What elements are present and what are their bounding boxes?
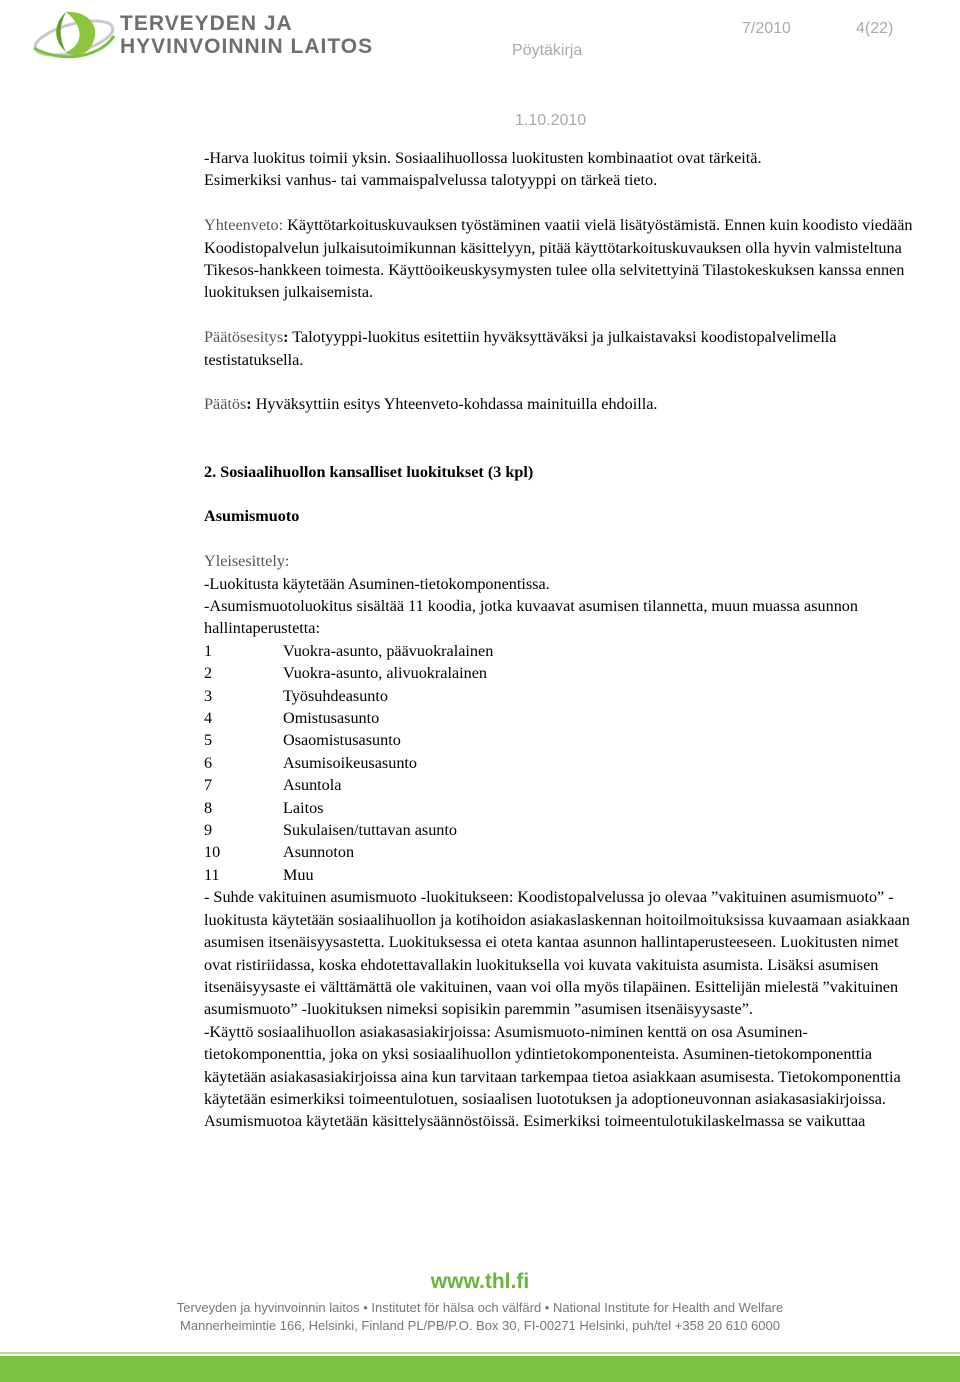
code-row (204, 685, 914, 707)
decision-colon: : (246, 395, 252, 414)
code-list (204, 640, 914, 886)
summary-label: Yhteenveto: (204, 216, 284, 235)
intro-line: -Luokitusta käytetään Asuminen-tietokomponentissa. (204, 574, 550, 593)
code-label: Sukulaisen/tuttavan asunto (283, 821, 457, 840)
footer-address-line: Mannerheimintie 166, Helsinki, Finland PL/PB/P.O. Box 30, FI-00271 Helsinki, puh/tel +358 20 610 6000 (180, 1318, 780, 1333)
code-label: Omistusasunto (283, 709, 380, 728)
relation-label: - Suhde vakituinen asumismuoto -luokitukseen: (204, 888, 514, 907)
code-row (204, 864, 914, 886)
decision-text: Hyväksyttiin esitys Yhteenveto-kohdassa mainituilla ehdoilla. (251, 395, 658, 414)
footer-green-bar (0, 1356, 960, 1382)
code-row (204, 707, 914, 729)
code-row (204, 752, 914, 774)
org-name-line1: TERVEYDEN JA (120, 12, 293, 35)
code-number: 8 (204, 798, 213, 817)
summary-text: Käyttötarkoituskuvauksen työstäminen vaatii vielä lisätyöstämistä. Ennen kuin koodisto viedään Koodistopalvelun julkaisutoimikunnan käsittelyyn, pitää käyttötarkoituskuvauksen olla hyvin valmisteltuna Tikesos-hankkeen toimesta. Käyttöoikeuskysymysten tulee olla selvitettyinä Tilastokeskuksen kanssa ennen luokituksen julkaisemista. (204, 216, 913, 302)
code-row (204, 662, 914, 684)
code-label: Asumisoikeusasunto (283, 753, 417, 772)
code-label: Laitos (283, 798, 324, 817)
document-number: 7/2010 (742, 20, 791, 37)
decision-label: Päätös (204, 395, 247, 414)
org-name-line2: HYVINVOINNIN LAITOS (120, 35, 374, 58)
page-number: 4(22) (856, 20, 894, 37)
footer-institute-line: Terveyden ja hyvinvoinnin laitos • Institutet för hälsa och välfärd • National Institute for Health and Welfare (176, 1300, 784, 1315)
footer-divider (0, 1352, 960, 1354)
proposal-paragraph (204, 326, 914, 371)
code-label: Osaomistusasunto (283, 731, 401, 750)
code-number: 4 (204, 709, 213, 728)
summary-paragraph (204, 214, 914, 304)
code-number: 3 (204, 686, 213, 705)
intro-label: Yleisesittely: (204, 552, 290, 571)
proposal-colon: : (283, 328, 289, 347)
code-row (204, 841, 914, 863)
thl-logo-icon (28, 6, 118, 64)
code-number: 2 (204, 664, 213, 683)
paragraph-line: Esimerkiksi vanhus- tai vammaispalvelussa talotyyppi on tärkeä tieto. (204, 171, 658, 190)
code-number: 11 (204, 865, 220, 884)
document-type: Pöytäkirja (512, 42, 583, 59)
intro-line: -Asumismuotoluokitus sisältää 11 koodia, jotka kuvaavat asumisen tilannetta, muun muassa asunnon hallintaperustetta: (204, 597, 858, 638)
code-row (204, 774, 914, 796)
code-row (204, 819, 914, 841)
code-label: Asuntola (283, 776, 342, 795)
code-row (204, 729, 914, 751)
code-number: 7 (204, 776, 213, 795)
decision-paragraph (204, 393, 914, 415)
footer-website-link[interactable]: www.thl.fi (430, 1270, 530, 1293)
code-label: Muu (283, 865, 314, 884)
relation-text: Koodistopalvelussa jo olevaa ”vakituinen asumismuoto” -luokitusta käytetään sosiaalihuollon ja kotihoidon asiakaslaskennan hoitoilmoituksissa kuvaamaan asiakkaan asumisen itsenäisyysastetta. Luokituksessa ei oteta kantaa asunnon hallintaperusteeseen. Luokitusten nimet ovat ristiriidassa, koska ehdotettavallakin luokituksella voi kuvata vakituista asumista. Lisäksi asumisen itsenäisyysaste ei välttämättä ole vakituinen, vaan voi olla myös tilapäinen. Esittelijän mielestä ”vakituinen asumismuoto” -luokituksen nimeksi sopisikin paremmin ”asumisen itsenäisyysaste”. (204, 888, 910, 1019)
code-label: Työsuhdeasunto (283, 686, 388, 705)
code-row (204, 640, 914, 662)
code-label: Vuokra-asunto, päävuokralainen (283, 641, 494, 660)
proposal-text: Talotyyppi-luokitus esitettiin hyväksyttäväksi ja julkaistavaksi koodistopalvelimella testistatuksella. (204, 328, 837, 369)
code-row (204, 797, 914, 819)
code-number: 9 (204, 821, 213, 840)
code-number: 6 (204, 753, 213, 772)
relation-paragraph (204, 886, 914, 1020)
section-heading: 2. Sosiaalihuollon kansalliset luokitukset (3 kpl) (204, 462, 534, 481)
code-number: 10 (204, 843, 221, 862)
code-number: 1 (204, 641, 213, 660)
proposal-label: Päätösesitys (204, 328, 284, 347)
code-label: Vuokra-asunto, alivuokralainen (283, 664, 488, 683)
code-number: 5 (204, 731, 213, 750)
organization-name (120, 12, 373, 58)
document-date: 1.10.2010 (515, 112, 587, 129)
subheading: Asumismuoto (204, 507, 300, 526)
paragraph-line: -Harva luokitus toimii yksin. Sosiaalihuollossa luokitusten kombinaatiot ovat tärkeitä. (204, 149, 762, 167)
code-label: Asunnoton (283, 843, 355, 862)
usage-paragraph: -Käyttö sosiaalihuollon asiakasasiakirjoissa: Asumismuoto-niminen kenttä on osa Asuminen-tietokomponenttia, joka on yksi sosiaalihuollon ydintietokomponenteista. Asuminen-tietokomponenttia käytetään asiakasasiakirjoissa aina kun tarvitaan tarkempaa tietoa asiakkaan asumisesta. Tietokomponenttia käytetään esimerkiksi toimeentulotuen, sosiaalisen luototuksen ja adoptioneuvonnan asiakasasiakirjoissa. Asumismuotoa käytetään käsittelysäännöstöissä. Esimerkiksi toimeentulotukilaskelmassa se vaikuttaa (204, 1022, 901, 1131)
document-body (204, 147, 914, 1133)
